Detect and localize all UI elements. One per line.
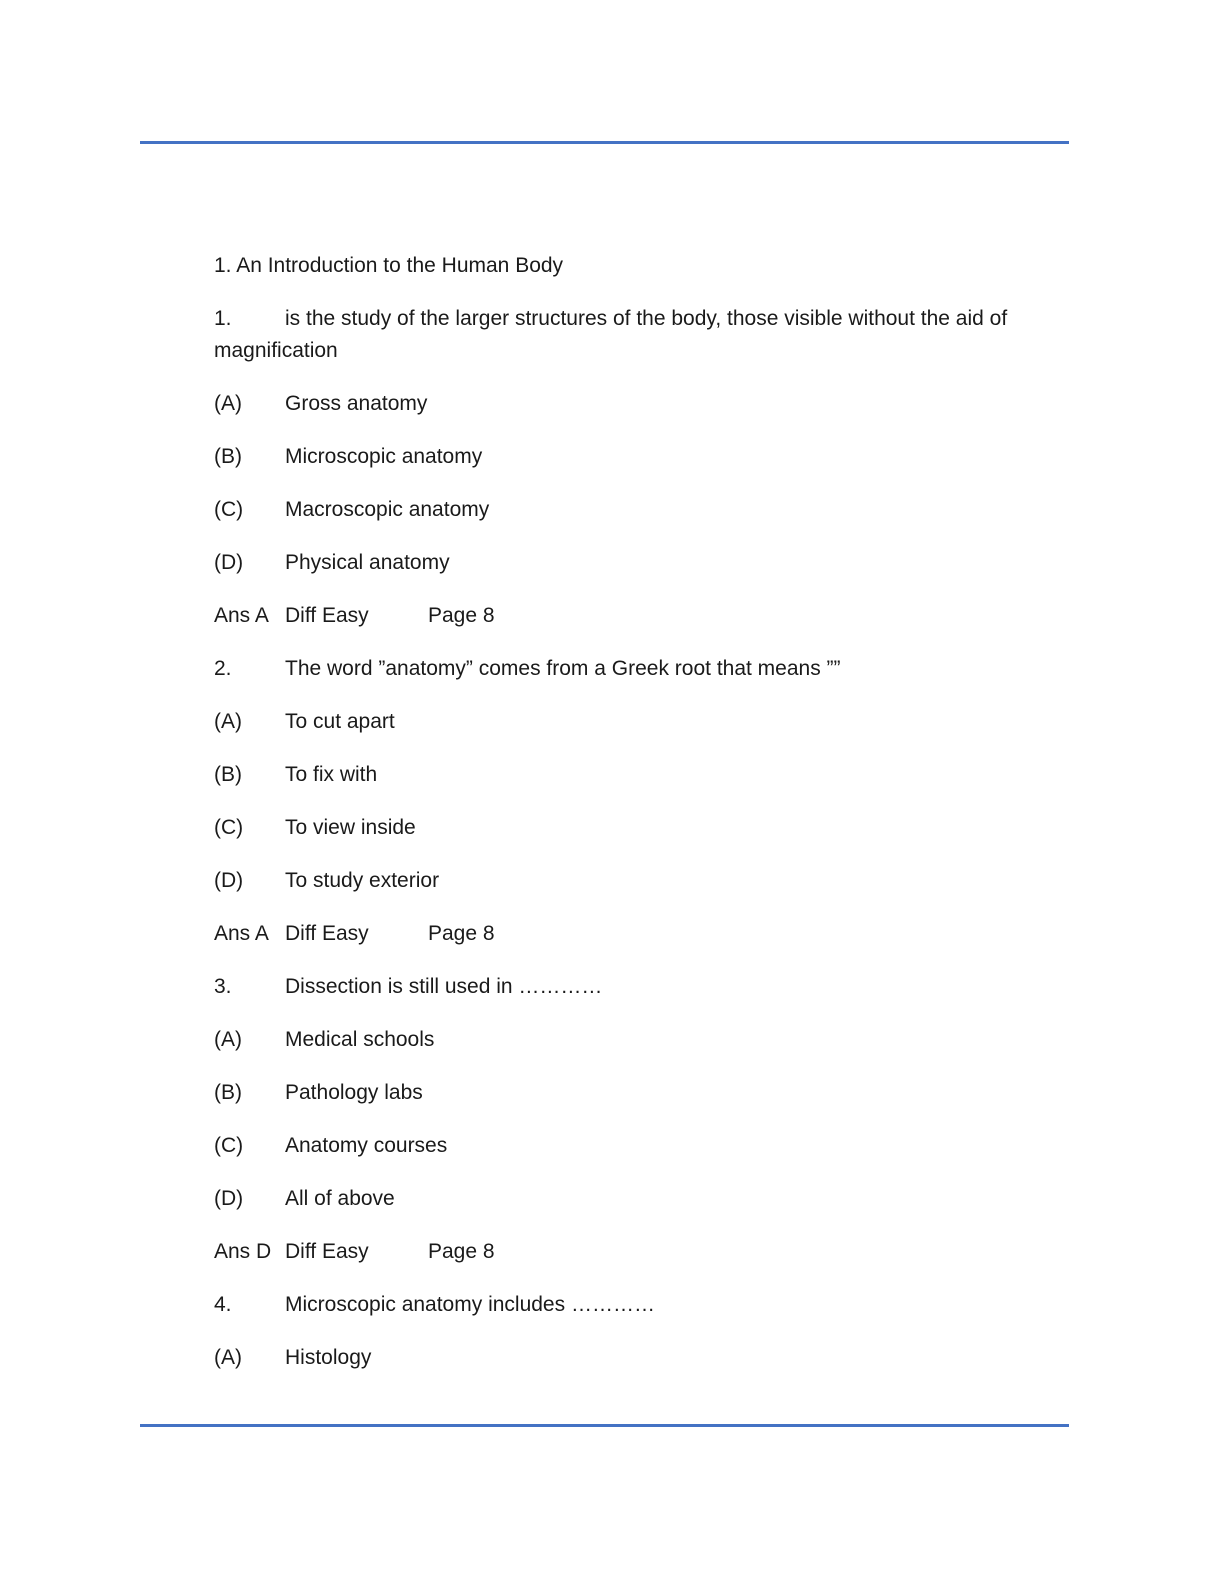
option-text: To study exterior: [285, 869, 440, 892]
page-ref: Page 8: [428, 604, 495, 627]
question-4: [214, 1289, 1054, 1374]
question-number: 3.: [214, 975, 232, 998]
answer-line: [214, 600, 1054, 632]
chapter-title: 1. An Introduction to the Human Body: [214, 254, 564, 277]
option-letter: (D): [214, 551, 244, 574]
question-number: 2.: [214, 657, 232, 680]
option-text: All of above: [285, 1187, 395, 1210]
question-1: [214, 303, 1054, 632]
option-d: [214, 547, 1054, 579]
option-letter: (A): [214, 1028, 242, 1051]
option-b: [214, 759, 1054, 791]
question-text: The word ”anatomy” comes from a Greek root that means ””: [285, 657, 841, 680]
option-c: [214, 812, 1054, 844]
option-c: [214, 1130, 1054, 1162]
option-a: [214, 388, 1054, 420]
question-text: Dissection is still used in …………: [285, 975, 603, 998]
option-text: Microscopic anatomy: [285, 445, 483, 468]
header-rule: [140, 141, 1069, 144]
page-ref: Page 8: [428, 1240, 495, 1263]
option-letter: (A): [214, 1346, 242, 1369]
option-text: Anatomy courses: [285, 1134, 448, 1157]
option-letter: (A): [214, 710, 242, 733]
question-2: [214, 653, 1054, 950]
document-body: [214, 250, 1054, 1395]
option-text: Pathology labs: [285, 1081, 423, 1104]
question-text: is the study of the larger structures of the body, those visible without the aid of: [285, 307, 1008, 330]
option-text: Gross anatomy: [285, 392, 428, 415]
page-ref: Page 8: [428, 922, 495, 945]
answer-line: [214, 918, 1054, 950]
option-text: Physical anatomy: [285, 551, 450, 574]
answer-key: Ans A: [214, 922, 269, 945]
footer-rule: [140, 1424, 1069, 1427]
difficulty: Diff Easy: [285, 604, 369, 627]
question-stem: [214, 303, 1054, 367]
option-text: Histology: [285, 1346, 372, 1369]
option-letter: (B): [214, 1081, 242, 1104]
option-text: To cut apart: [285, 710, 395, 733]
option-letter: (C): [214, 1134, 244, 1157]
option-letter: (D): [214, 1187, 244, 1210]
option-letter: (B): [214, 445, 242, 468]
option-d: [214, 1183, 1054, 1215]
option-c: [214, 494, 1054, 526]
question-number: 4.: [214, 1293, 232, 1316]
option-text: To fix with: [285, 763, 378, 786]
option-a: [214, 706, 1054, 738]
question-stem: [214, 653, 1054, 685]
answer-key: Ans A: [214, 604, 269, 627]
option-text: To view inside: [285, 816, 416, 839]
option-letter: (B): [214, 763, 242, 786]
question-3: [214, 971, 1054, 1268]
option-a: [214, 1342, 1054, 1374]
answer-key: Ans D: [214, 1240, 272, 1263]
option-d: [214, 865, 1054, 897]
difficulty: Diff Easy: [285, 922, 369, 945]
option-b: [214, 1077, 1054, 1109]
difficulty: Diff Easy: [285, 1240, 369, 1263]
question-text: Microscopic anatomy includes …………: [285, 1293, 655, 1316]
option-b: [214, 441, 1054, 473]
option-letter: (D): [214, 869, 244, 892]
option-a: [214, 1024, 1054, 1056]
option-letter: (C): [214, 816, 244, 839]
option-letter: (C): [214, 498, 244, 521]
question-stem: [214, 971, 1054, 1003]
question-number: 1.: [214, 307, 232, 330]
option-text: Medical schools: [285, 1028, 435, 1051]
option-text: Macroscopic anatomy: [285, 498, 490, 521]
answer-line: [214, 1236, 1054, 1268]
option-letter: (A): [214, 392, 242, 415]
question-stem: [214, 1289, 1054, 1321]
question-text-continued: magnification: [214, 339, 338, 362]
